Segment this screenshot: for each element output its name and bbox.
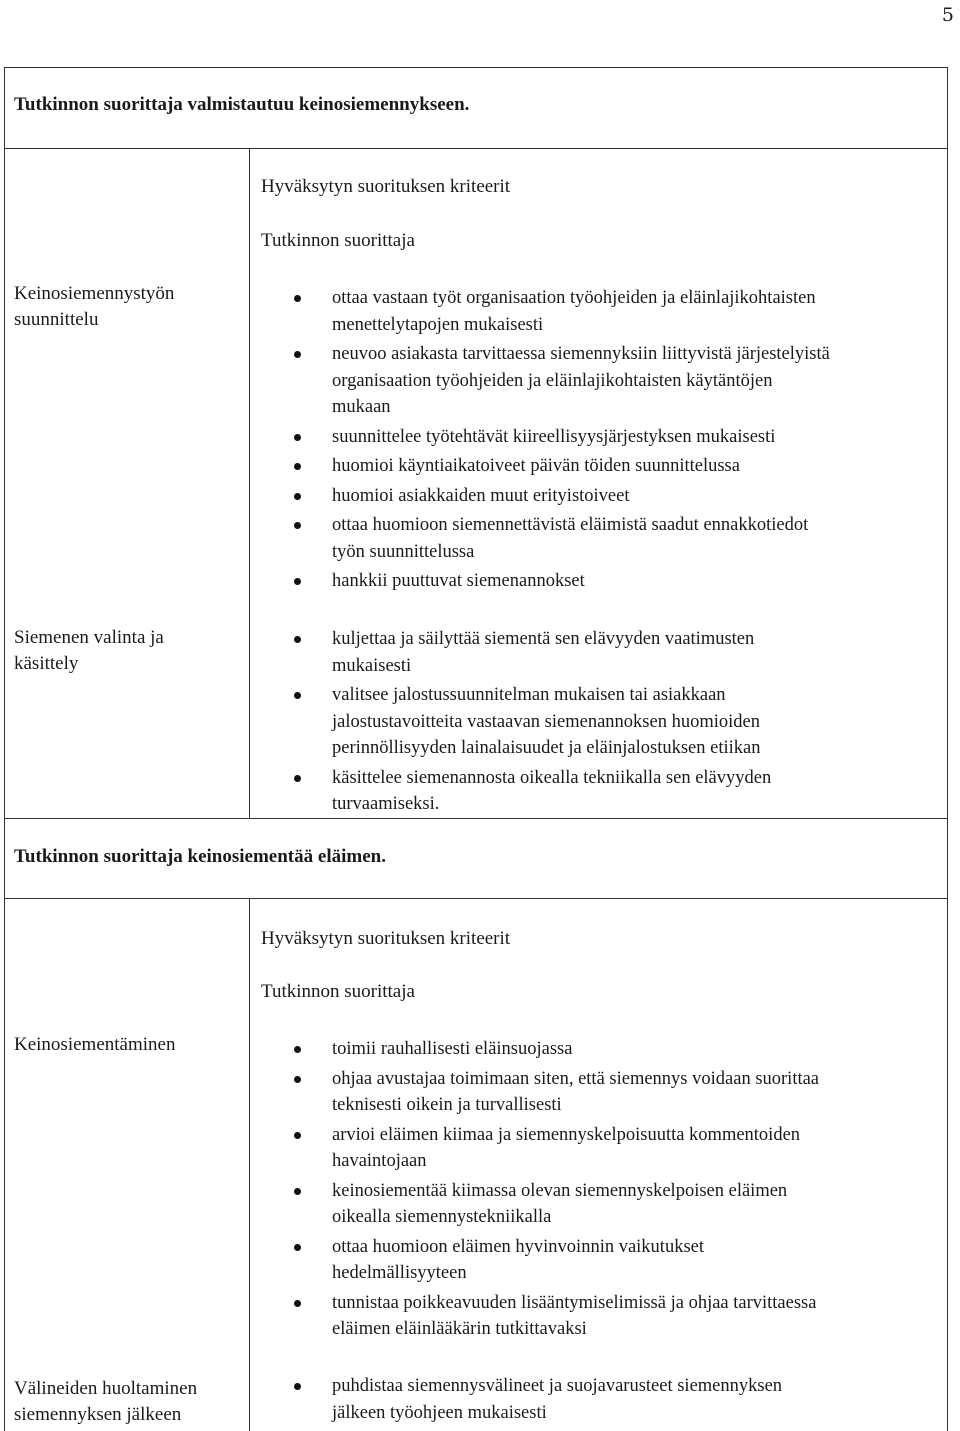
criteria-line: jalostustavoitteita vastaavan siemenannoksen huomioiden — [332, 711, 760, 732]
criteria-item — [292, 453, 928, 480]
criteria-line: toimii rauhallisesti eläinsuojassa — [332, 1039, 573, 1059]
criteria-line: tunnistaa poikkeavuuden lisääntymiselimissä ja ohjaa tarvittaessa — [332, 1292, 817, 1313]
criteria-line: organisaation työohjeiden ja eläinlajikohtaisten käytäntöjen — [332, 370, 773, 391]
area-name — [14, 1032, 239, 1058]
criteria-item — [292, 424, 928, 451]
area-name-line: siemennyksen jälkeen — [14, 1404, 182, 1425]
bullet-icon — [294, 1300, 301, 1307]
section-heading: Tutkinnon suorittaja valmistautuu keinosiemennykseen. — [14, 94, 470, 115]
criteria-line: ohjaa avustajaa toimimaan siten, että siemennys voidaan suorittaa — [332, 1068, 820, 1089]
bullet-icon — [294, 775, 301, 782]
section-heading: Tutkinnon suorittaja keinosiementää eläimen. — [14, 846, 386, 867]
area-name-line: käsittely — [14, 653, 79, 674]
criteria-item — [292, 765, 928, 818]
criteria-line: eläimen eläinlääkärin tutkittavaksi — [332, 1319, 587, 1339]
criteria-line: menettelytapojen mukaisesti — [332, 314, 544, 335]
bullet-icon — [294, 1383, 301, 1390]
criteria-line: suunnittelee työtehtävät kiireellisyysjärjestyksen mukaisesti — [332, 426, 776, 447]
criteria-list — [292, 1373, 928, 1429]
bullet-icon — [294, 636, 301, 643]
area-name-line: Keinosiemennystyön — [14, 283, 175, 304]
bullet-icon — [294, 434, 301, 441]
criteria-item — [292, 626, 928, 679]
bullet-icon — [294, 295, 301, 302]
criteria-line: jälkeen työohjeen mukaisesti — [332, 1402, 547, 1423]
criteria-line: huomioi käyntiaikatoiveet päivän töiden suunnittelussa — [332, 456, 740, 476]
criteria-line: valitsee jalostussuunnitelman mukaisen tai asiakkaan — [332, 685, 726, 705]
criteria-line: käsittelee siemenannosta oikealla tekniikalla sen elävyyden — [332, 767, 772, 788]
criteria-line: ottaa huomioon eläimen hyvinvoinnin vaikutukset — [332, 1236, 704, 1257]
criteria-title: Hyväksytyn suorituksen kriteerit — [261, 928, 511, 949]
criteria-item — [292, 1290, 928, 1343]
criteria-item — [292, 1234, 928, 1287]
criteria-line: työn suunnittelussa — [332, 541, 475, 562]
criteria-item — [292, 1036, 928, 1063]
table-border-top — [4, 67, 948, 68]
criteria-line: arvioi eläimen kiimaa ja siemennyskelpoisuutta kommentoiden — [332, 1124, 801, 1145]
bullet-icon — [294, 522, 301, 529]
criteria-list — [292, 285, 928, 598]
criteria-line: oikealla siemennystekniikalla — [332, 1207, 552, 1227]
criteria-line: perinnöllisyyden lainalaisuudet ja eläinjalostuksen etiikan — [332, 738, 761, 758]
table-border-left — [4, 67, 5, 1431]
bullet-icon — [294, 1188, 301, 1195]
area-name-line: Välineiden huoltaminen — [14, 1378, 198, 1399]
criteria-line: keinosiementää kiimassa olevan siemennyskelpoisen eläimen — [332, 1180, 788, 1201]
area-name — [14, 281, 239, 333]
criteria-item — [292, 568, 928, 595]
criteria-line: hankkii puuttuvat siemenannokset — [332, 571, 585, 591]
table-border-right — [947, 67, 948, 1431]
criteria-list — [292, 626, 928, 821]
criteria-list — [292, 1036, 928, 1346]
criteria-line: hedelmällisyyteen — [332, 1263, 467, 1283]
bullet-icon — [294, 493, 301, 500]
criteria-line: teknisesti oikein ja turvallisesti — [332, 1095, 562, 1115]
column-divider-1 — [249, 148, 250, 818]
criteria-title: Hyväksytyn suorituksen kriteerit — [261, 176, 511, 197]
criteria-item — [292, 1373, 928, 1426]
criteria-line: kuljettaa ja säilyttää siementä sen elävyyden vaatimusten — [332, 629, 755, 649]
bullet-icon — [294, 463, 301, 470]
criteria-subtitle: Tutkinnon suorittaja — [261, 230, 415, 251]
criteria-item — [292, 483, 928, 510]
criteria-item — [292, 512, 928, 565]
criteria-line: mukaisesti — [332, 655, 412, 676]
criteria-item — [292, 1122, 928, 1175]
column-divider-2 — [249, 898, 250, 1431]
bullet-icon — [294, 1046, 301, 1053]
criteria-item — [292, 1178, 928, 1231]
criteria-line: huomioi asiakkaiden muut erityistoiveet — [332, 485, 630, 506]
row-divider-1 — [4, 148, 948, 149]
area-name-line: Keinosiementäminen — [14, 1034, 176, 1055]
page-number: 5 — [941, 4, 954, 26]
bullet-icon — [294, 692, 301, 699]
criteria-line: neuvoo asiakasta tarvittaessa siemennyksiin liittyvistä järjestelyistä — [332, 344, 830, 364]
criteria-line: mukaan — [332, 397, 391, 417]
criteria-line: puhdistaa siemennysvälineet ja suojavarusteet siemennyksen — [332, 1376, 783, 1396]
bullet-icon — [294, 578, 301, 585]
criteria-item — [292, 1066, 928, 1119]
bullet-icon — [294, 351, 301, 358]
bullet-icon — [294, 1132, 301, 1139]
area-name — [14, 1376, 239, 1428]
criteria-item — [292, 341, 928, 421]
criteria-line: turvaamiseksi. — [332, 794, 440, 814]
criteria-line: ottaa vastaan työt organisaation työohjeiden ja eläinlajikohtaisten — [332, 288, 816, 308]
row-divider-3 — [4, 898, 948, 899]
area-name-line: suunnittelu — [14, 309, 99, 330]
criteria-item — [292, 682, 928, 762]
area-name-line: Siemenen valinta ja — [14, 627, 164, 648]
criteria-line: ottaa huomioon siemennettävistä eläimistä saadut ennakkotiedot — [332, 515, 809, 535]
area-name — [14, 625, 239, 677]
criteria-line: havaintojaan — [332, 1151, 427, 1171]
bullet-icon — [294, 1244, 301, 1251]
bullet-icon — [294, 1076, 301, 1083]
criteria-item — [292, 285, 928, 338]
criteria-subtitle: Tutkinnon suorittaja — [261, 981, 415, 1002]
